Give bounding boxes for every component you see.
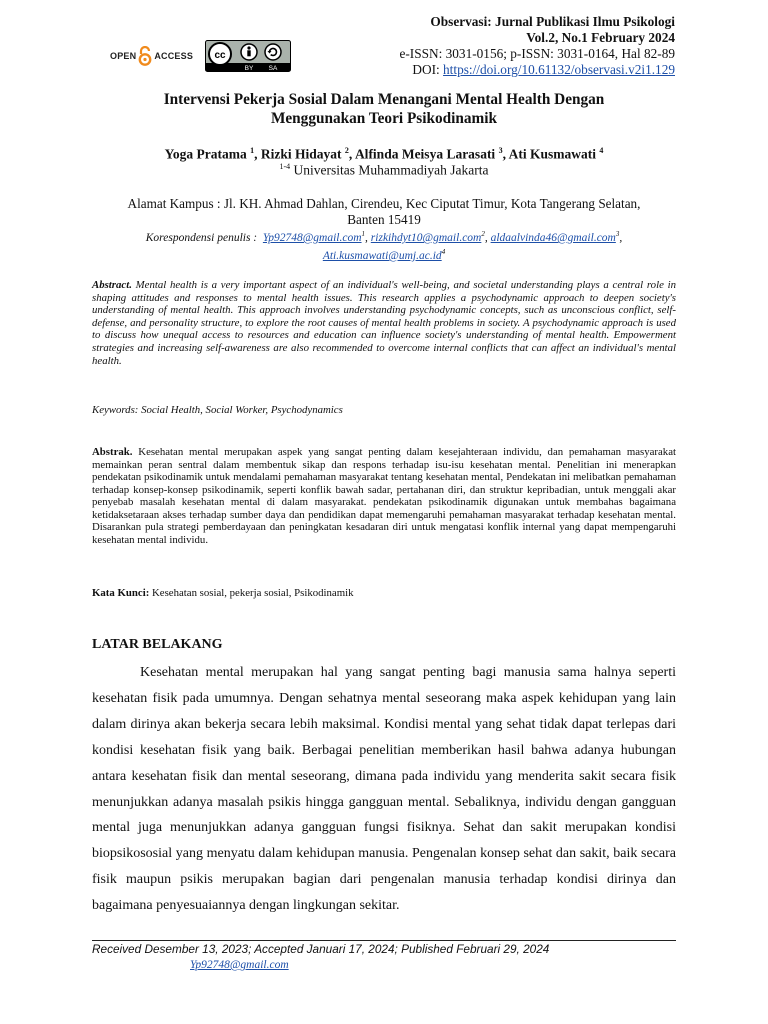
author-sup: 3 [498, 146, 503, 155]
journal-info [399, 14, 675, 78]
page-header [92, 12, 675, 82]
doi-link[interactable]: https://doi.org/10.61132/observasi.v2i1.129 [443, 62, 675, 77]
open-access-logo [110, 46, 193, 66]
journal-issn: e-ISSN: 3031-0156; p-ISSN: 3031-0164, Hal 82-89 [399, 46, 675, 61]
doi-label: DOI: [412, 62, 440, 77]
abstract-indonesian [92, 446, 676, 546]
keywords-english: Keywords: Social Health, Social Worker, Psychodynamics [92, 404, 343, 416]
affiliation-sup: 1-4 [279, 162, 291, 171]
open-lock-icon [138, 46, 152, 66]
email-sup: 3 [615, 230, 620, 238]
keywords-indonesian-label: Kata Kunci: [92, 587, 150, 599]
body-paragraph: Kesehatan mental merupakan hal yang sangat penting bagi manusia sama halnya seperti kesehatan fisik pada umumnya. Dengan sehatnya mental seseorang maka aspek kehidupan yang lain dalam dirinya akan bekerja secara lebih maksimal. Kondisi mental yang sehat tidak dapat terlepas dari kondisi kesehatan fisik yang baik. Berbagai penelitian memberikan hasil bahwa adanya hubungan antara kesehatan fisik dan mental seseorang, dimana pada individu yang menderita sakit secara fisik menunjukkan adanya masalah psikis hingga gangguan mental. Sebaliknya, individu dengan gangguan mental juga menunjukkan adanya gangguan fungsi fisiknya. Sehat dan sakit merupakan kondisi biopsikososial yang menyatu dalam kehidupan manusia. Pengenalan konsep sehat dan sakit, baik secara fisik maupun psikis merupakan bagian dari pengenalan manusia terhadap kondisi dirinya dan bagaimana penyesuaiannya dengan lingkungan sekitar. [92, 665, 676, 914]
author-sup: 2 [344, 146, 349, 155]
by-person-icon [247, 46, 250, 49]
title-line-2: Menggunakan Teori Psikodinamik [270, 110, 498, 127]
license-logos [110, 40, 291, 72]
affiliation-name: Universitas Muhammadiyah Jakarta [293, 162, 489, 178]
email-link[interactable]: Ati.kusmawati@umj.ac.id [322, 249, 442, 262]
title-line-1: Intervensi Pekerja Sosial Dalam Menangani Mental Health Dengan [163, 91, 605, 108]
footer-dates: Received Desember 13, 2023; Accepted Januari 17, 2024; Published Februari 29, 2024 [92, 942, 550, 956]
email-link[interactable]: aldaalvinda46@gmail.com [490, 231, 616, 244]
abstract-english-label: Abstract. [92, 279, 132, 291]
journal-volume: Vol.2, No.1 February 2024 [526, 30, 675, 45]
address-line-2: Banten 15419 [347, 212, 421, 227]
cc-text: cc [214, 50, 226, 61]
correspondence-label: Korespondensi penulis : [145, 231, 258, 244]
email-sup: 1 [361, 230, 366, 238]
author-name: Rizki Hidayat [260, 146, 342, 162]
author-name: Yoga Pratama [164, 146, 247, 162]
abstract-english-text: Mental health is a very important aspect of an individual's well-being, and societal understanding plays a central role in shaping attitudes and responses to mental health issues. This research applies a psychodynamic approach to deepen society's understanding of mental health. This approach involves understanding psychodynamic concepts, such as unconscious conflict, self-defense, and personality structure, to explore the root causes of mental health problems in society. A psychodynamic approach is used to discuss how unequal access to resources and education can influence society's understanding of mental health. Empowerment strategies and increasing self-awareness are also recommended to overcome internal conflicts that can affect an individual's mental health. [92, 279, 677, 367]
sa-text: SA [268, 65, 278, 72]
section-heading: LATAR BELAKANG [92, 637, 223, 652]
email-link[interactable]: Yp92748@gmail.com [262, 231, 362, 244]
abstract-indonesian-label: Abstrak. [92, 446, 133, 458]
author-name: Alfinda Meisya Larasati [354, 146, 496, 162]
address-line-1: Alamat Kampus : Jl. KH. Ahmad Dahlan, Cirendeu, Kec Ciputat Timur, Kota Tangerang Selatan, [127, 196, 641, 211]
footer-rule [92, 940, 676, 941]
email-link[interactable]: rizkihdyt10@gmail.com [370, 231, 482, 244]
paper-title [92, 90, 676, 128]
correspondence: Korespondensi penulis : Yp92748@gmail.com$^1$, rizkihdyt10@gmail.com$^2$, aldaalvinda46@gmail.com$^3$, $Ati.kusmawati@umj.ac.id^4$ [145, 230, 623, 262]
author-sup: 4 [599, 146, 604, 155]
author-sup: 1 [250, 146, 255, 155]
email-sup: 4 [441, 247, 446, 256]
section-body [92, 660, 676, 919]
journal-doi [399, 62, 675, 78]
by-text: BY [244, 65, 254, 72]
abstract-indonesian-text: Kesehatan mental merupakan aspek yang sangat penting dalam kesejahteraan individu, dan pemahaman masyarakat memainkan peran sentral dalam membentuk sikap dan respons terhadap isu-isu kesehatan mental. Penelitian ini menerapkan pendekatan psikodinamik untuk mendalami pemahaman masyarakat tentang kesehatan mental, Pendekatan ini melibatkan pemahaman terhadap konsep-konsep psikodinamik, seperti konflik bawah sadar, pertahanan diri, dan struktur kepribadian, untuk menggali akar penyebab masalah kesehatan mental di dalam masyarakat. pendekatan psikodinamik digunakan untuk membahas bagaimana ketidaksetaraan akses terhadap sumber daya dan pendidikan dapat memengaruhi pemahaman masyarakat terhadap kesehatan mental. Disarankan pula strategi pemberdayaan dan peningkatan kesadaran diri untuk mengatasi konflik internal yang dapat mempengaruhi kesehatan mental individu. [92, 446, 676, 546]
abstract-english [92, 279, 676, 367]
keywords-indonesian [92, 587, 676, 599]
email-sup: 2 [481, 230, 485, 238]
keywords-indonesian-text: Kesehatan sosial, pekerja sosial, Psikodinamik [152, 587, 354, 599]
footer-email-line [190, 959, 289, 971]
author-list: Yoga Pratama $^1$, Rizki Hidayat $^2$, Alfinda Meisya Larasati $^3$, Ati Kusmawati $^4$ [164, 146, 604, 162]
footer-email-link[interactable]: Yp92748@gmail.com [190, 959, 289, 971]
affiliation [92, 162, 676, 179]
campus-address [100, 196, 668, 228]
journal-name: Observasi: Jurnal Publikasi Ilmu Psikologi [430, 14, 675, 29]
cc-by-sa-badge [205, 40, 291, 72]
open-access-right-label: ACCESS [154, 51, 194, 61]
author-name: Ati Kusmawati [508, 146, 596, 162]
open-access-left-label: OPEN [110, 51, 137, 61]
